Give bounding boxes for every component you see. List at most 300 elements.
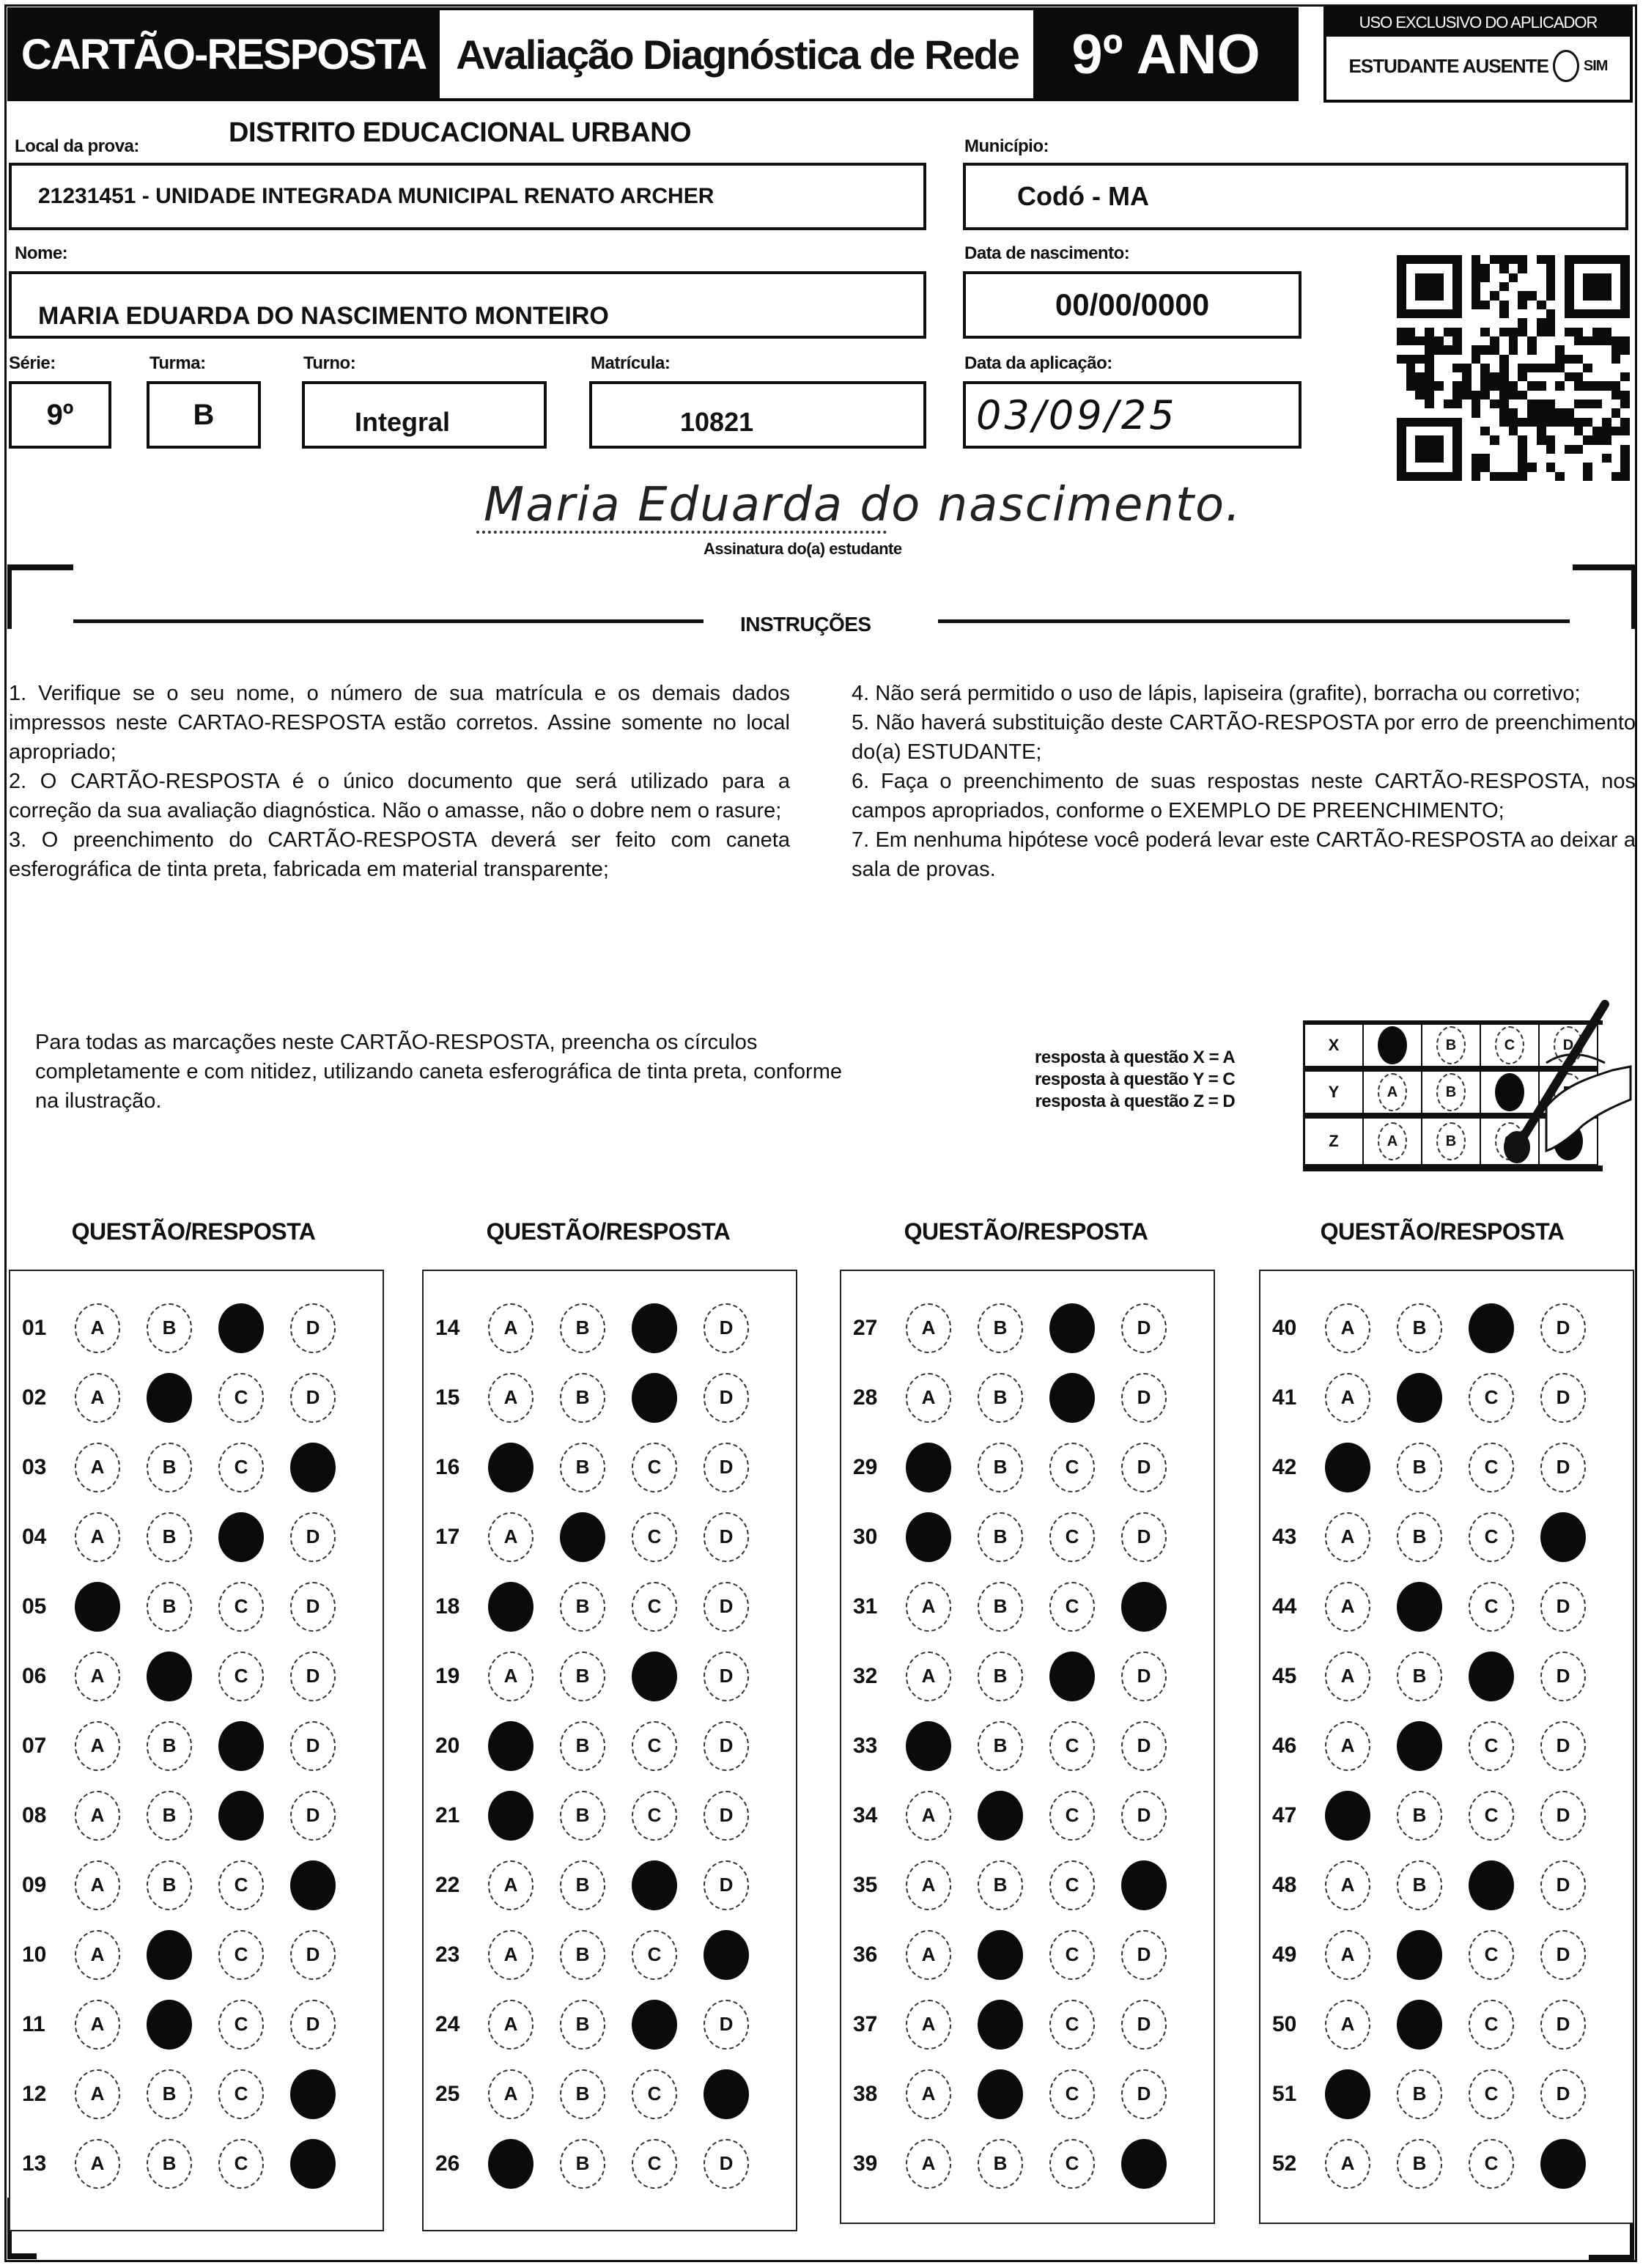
municipio-field[interactable] bbox=[963, 163, 1628, 230]
answer-bubble-d[interactable]: D bbox=[290, 1652, 336, 1701]
answer-bubble-d[interactable]: D bbox=[704, 1930, 749, 1980]
question-number: 51 bbox=[1272, 2081, 1297, 2106]
answer-row bbox=[424, 2129, 796, 2198]
answer-bubble-a[interactable]: A bbox=[75, 1582, 120, 1632]
answer-bubble-a[interactable]: A bbox=[906, 2139, 951, 2189]
answer-row bbox=[10, 2059, 383, 2129]
answer-column-3 bbox=[840, 1270, 1215, 2224]
answer-bubble-a[interactable]: A bbox=[1325, 1303, 1370, 1353]
answer-bubble-d[interactable]: D bbox=[1121, 1860, 1167, 1910]
answer-row bbox=[424, 1641, 796, 1711]
absent-option-label: SIM bbox=[1583, 57, 1608, 74]
aplicacao-field[interactable] bbox=[963, 381, 1302, 449]
answer-bubble-d[interactable]: D bbox=[1540, 1791, 1586, 1841]
question-number: 32 bbox=[853, 1663, 878, 1688]
answer-bubble-b[interactable]: B bbox=[978, 1930, 1023, 1980]
answer-bubble-a[interactable]: A bbox=[488, 1791, 533, 1841]
answer-bubble-d[interactable]: D bbox=[704, 1860, 749, 1910]
answer-bubble-b[interactable]: B bbox=[1397, 2069, 1442, 2119]
question-number: 36 bbox=[853, 1942, 878, 1967]
answer-bubble-a[interactable]: A bbox=[1325, 1652, 1370, 1701]
answer-bubble-c[interactable]: C bbox=[1469, 1373, 1514, 1423]
answer-row bbox=[1260, 1781, 1633, 1850]
answer-bubble-c[interactable]: C bbox=[632, 1652, 677, 1701]
answer-bubble-b[interactable]: B bbox=[147, 1582, 192, 1632]
answer-row bbox=[424, 1293, 796, 1363]
answer-bubble-c[interactable]: C bbox=[1049, 2069, 1095, 2119]
exam-title bbox=[437, 7, 1038, 101]
answer-bubble-a[interactable]: A bbox=[906, 1860, 951, 1910]
question-number: 30 bbox=[853, 1524, 878, 1549]
serie-value: 9º bbox=[46, 398, 74, 431]
answer-bubble-d[interactable]: D bbox=[290, 1443, 336, 1492]
answer-bubble-a[interactable]: A bbox=[906, 1582, 951, 1632]
answer-bubble-d[interactable]: D bbox=[704, 2069, 749, 2119]
answer-bubble-a[interactable]: A bbox=[906, 2069, 951, 2119]
question-number: 52 bbox=[1272, 2151, 1297, 2176]
answer-bubble-d[interactable]: D bbox=[1540, 1582, 1586, 1632]
answer-bubble-d[interactable]: D bbox=[704, 1443, 749, 1492]
answer-bubble-d[interactable]: D bbox=[704, 1652, 749, 1701]
answer-bubble-d[interactable]: D bbox=[1540, 1373, 1586, 1423]
answer-bubble-d[interactable]: D bbox=[1121, 1721, 1167, 1771]
answer-bubble-c[interactable]: C bbox=[1049, 1652, 1095, 1701]
answer-bubble-c[interactable]: C bbox=[1049, 1512, 1095, 1562]
answer-bubble-a[interactable]: A bbox=[1325, 2000, 1370, 2050]
answer-bubble-d[interactable]: D bbox=[1121, 2000, 1167, 2050]
question-number: 06 bbox=[22, 1663, 47, 1688]
answer-bubble-b[interactable]: B bbox=[147, 2000, 192, 2050]
answer-row bbox=[10, 1363, 383, 1432]
answer-bubble-c[interactable]: C bbox=[632, 1930, 677, 1980]
local-value: 21231451 - UNIDADE INTEGRADA MUNICIPAL RENATO ARCHER bbox=[38, 184, 715, 208]
answer-bubble-c[interactable]: C bbox=[1469, 1443, 1514, 1492]
answer-bubble-a[interactable]: A bbox=[488, 1373, 533, 1423]
answer-bubble-b[interactable]: B bbox=[1397, 1791, 1442, 1841]
answer-bubble-c[interactable]: C bbox=[632, 2000, 677, 2050]
answer-bubble-c[interactable]: C bbox=[1049, 1443, 1095, 1492]
answer-bubble-d[interactable]: D bbox=[1121, 1582, 1167, 1632]
answer-bubble-d[interactable]: D bbox=[1540, 1443, 1586, 1492]
answer-bubble-b[interactable]: B bbox=[1397, 1512, 1442, 1562]
answer-bubble-b[interactable]: B bbox=[147, 1860, 192, 1910]
answer-bubble-a[interactable]: A bbox=[488, 1930, 533, 1980]
answer-bubble-d[interactable]: D bbox=[1540, 2000, 1586, 2050]
answer-row bbox=[10, 1502, 383, 1572]
answer-bubble-b[interactable]: B bbox=[147, 2139, 192, 2189]
answer-row bbox=[10, 1850, 383, 1920]
example-cell bbox=[1364, 1025, 1422, 1072]
answer-bubble-c[interactable]: C bbox=[1469, 1791, 1514, 1841]
answer-bubble-a[interactable]: A bbox=[906, 2000, 951, 2050]
turma-label: Turma: bbox=[149, 353, 206, 373]
question-number: 23 bbox=[435, 1942, 460, 1967]
answer-bubble-b[interactable]: B bbox=[560, 1582, 605, 1632]
example-cell bbox=[1422, 1025, 1481, 1072]
answer-bubble-b[interactable]: B bbox=[147, 2069, 192, 2119]
question-number: 31 bbox=[853, 1594, 878, 1619]
answer-bubble-c[interactable]: C bbox=[632, 1303, 677, 1353]
answer-bubble-c[interactable]: C bbox=[1469, 1721, 1514, 1771]
answer-bubble-a[interactable]: A bbox=[906, 1512, 951, 1562]
answer-bubble-a[interactable]: A bbox=[1325, 1443, 1370, 1492]
answer-column-2 bbox=[422, 1270, 797, 2231]
example-legend bbox=[1035, 1047, 1235, 1113]
answer-bubble-d[interactable]: D bbox=[1121, 1443, 1167, 1492]
serie-field[interactable] bbox=[9, 381, 111, 449]
card-title bbox=[7, 7, 440, 101]
legend-x: resposta à questão X = A bbox=[1035, 1048, 1236, 1067]
answer-bubble-b[interactable]: B bbox=[978, 2000, 1023, 2050]
example-bubble-b: B bbox=[1436, 1073, 1466, 1111]
answer-bubble-c[interactable]: C bbox=[218, 1443, 264, 1492]
answer-bubble-a[interactable]: A bbox=[488, 1860, 533, 1910]
question-number: 34 bbox=[853, 1803, 878, 1827]
answer-bubble-a[interactable]: A bbox=[75, 2139, 120, 2189]
answer-bubble-c[interactable]: C bbox=[632, 1582, 677, 1632]
answer-row bbox=[841, 1711, 1214, 1781]
answer-bubble-d[interactable]: D bbox=[1121, 2069, 1167, 2119]
answer-bubble-c[interactable]: C bbox=[218, 1930, 264, 1980]
example-row-label: Z bbox=[1305, 1119, 1364, 1166]
turma-field[interactable] bbox=[147, 381, 261, 449]
answer-bubble-b[interactable]: B bbox=[560, 1721, 605, 1771]
answer-bubble-a[interactable]: A bbox=[1325, 1512, 1370, 1562]
nascimento-field[interactable] bbox=[963, 271, 1302, 339]
matricula-value: 10821 bbox=[680, 407, 754, 437]
answer-bubble-d[interactable]: D bbox=[1121, 1652, 1167, 1701]
question-number: 25 bbox=[435, 2081, 460, 2106]
answer-row bbox=[424, 1850, 796, 1920]
turno-value: Integral bbox=[355, 407, 451, 437]
answer-bubble-c[interactable]: C bbox=[218, 1721, 264, 1771]
answer-bubble-a[interactable]: A bbox=[75, 1860, 120, 1910]
answer-bubble-b[interactable]: B bbox=[147, 1303, 192, 1353]
answer-bubble-a[interactable]: A bbox=[75, 1721, 120, 1771]
answer-bubble-a[interactable]: A bbox=[488, 2000, 533, 2050]
answer-bubble-d[interactable]: D bbox=[290, 1512, 336, 1562]
answer-bubble-c[interactable]: C bbox=[218, 1860, 264, 1910]
answer-bubble-c[interactable]: C bbox=[1469, 1652, 1514, 1701]
answer-bubble-d[interactable]: D bbox=[290, 1303, 336, 1353]
answer-bubble-b[interactable]: B bbox=[1397, 1652, 1442, 1701]
answer-bubble-d[interactable]: D bbox=[1121, 2139, 1167, 2189]
example-bubble-b: B bbox=[1436, 1026, 1466, 1064]
answer-bubble-a[interactable]: A bbox=[906, 1373, 951, 1423]
answer-bubble-b[interactable]: B bbox=[978, 2139, 1023, 2189]
answer-bubble-a[interactable]: A bbox=[488, 2069, 533, 2119]
answer-bubble-b[interactable]: B bbox=[1397, 1930, 1442, 1980]
question-number: 28 bbox=[853, 1385, 878, 1410]
answer-row bbox=[841, 1363, 1214, 1432]
turma-value: B bbox=[193, 398, 215, 431]
answer-bubble-d[interactable]: D bbox=[290, 1582, 336, 1632]
question-number: 50 bbox=[1272, 2011, 1297, 2036]
answer-bubble-a[interactable]: A bbox=[1325, 1721, 1370, 1771]
answer-bubble-d[interactable]: D bbox=[704, 1303, 749, 1353]
answer-bubble-d[interactable]: D bbox=[1121, 1303, 1167, 1353]
answer-bubble-b[interactable]: B bbox=[1397, 1721, 1442, 1771]
answer-bubble-d[interactable]: D bbox=[290, 1791, 336, 1841]
answer-bubble-c[interactable]: C bbox=[218, 1512, 264, 1562]
answer-bubble-b[interactable]: B bbox=[1397, 1303, 1442, 1353]
answer-bubble-c[interactable]: C bbox=[218, 2139, 264, 2189]
pen-hand-icon bbox=[1495, 997, 1642, 1173]
answer-bubble-c[interactable]: C bbox=[1049, 1791, 1095, 1841]
answer-bubble-d[interactable]: D bbox=[1540, 1652, 1586, 1701]
answer-bubble-a[interactable]: A bbox=[75, 2000, 120, 2050]
answer-bubble-d[interactable]: D bbox=[1540, 2069, 1586, 2119]
answer-bubble-a[interactable]: A bbox=[906, 1930, 951, 1980]
answer-bubble-a[interactable]: A bbox=[906, 1443, 951, 1492]
answer-bubble-d[interactable]: D bbox=[1121, 1791, 1167, 1841]
answer-bubble-b[interactable]: B bbox=[978, 1303, 1023, 1353]
answer-bubble-a[interactable]: A bbox=[75, 1373, 120, 1423]
column-title-3: QUESTÃO/RESPOSTA bbox=[904, 1218, 1148, 1245]
example-cell bbox=[1364, 1072, 1422, 1119]
turno-label: Turno: bbox=[303, 353, 356, 373]
example-bubble-c: C bbox=[1495, 1026, 1524, 1064]
answer-bubble-d[interactable]: D bbox=[1540, 1930, 1586, 1980]
answer-bubble-c[interactable]: C bbox=[218, 2000, 264, 2050]
answer-bubble-c[interactable]: C bbox=[1049, 1303, 1095, 1353]
question-number: 10 bbox=[22, 1942, 47, 1967]
answer-bubble-a[interactable]: A bbox=[75, 1303, 120, 1353]
answer-row bbox=[424, 1572, 796, 1641]
answer-bubble-a[interactable]: A bbox=[906, 1721, 951, 1771]
card-title-text: CARTÃO-RESPOSTA bbox=[21, 30, 427, 78]
answer-bubble-b[interactable]: B bbox=[978, 1443, 1023, 1492]
answer-bubble-b[interactable]: B bbox=[978, 1791, 1023, 1841]
question-number: 40 bbox=[1272, 1315, 1297, 1340]
answer-bubble-b[interactable]: B bbox=[560, 1860, 605, 1910]
answer-bubble-b[interactable]: B bbox=[978, 1582, 1023, 1632]
answer-bubble-c[interactable]: C bbox=[1469, 2069, 1514, 2119]
answer-bubble-b[interactable]: B bbox=[560, 1443, 605, 1492]
answer-bubble-c[interactable]: C bbox=[632, 1791, 677, 1841]
answer-bubble-b[interactable]: B bbox=[147, 1721, 192, 1771]
answer-bubble-c[interactable]: C bbox=[218, 1582, 264, 1632]
answer-row bbox=[841, 1850, 1214, 1920]
answer-row bbox=[841, 1641, 1214, 1711]
answer-bubble-b[interactable]: B bbox=[978, 1373, 1023, 1423]
answer-bubble-c[interactable]: C bbox=[632, 2069, 677, 2119]
answer-bubble-b[interactable]: B bbox=[978, 2069, 1023, 2119]
answer-bubble-c[interactable]: C bbox=[1469, 1582, 1514, 1632]
answer-bubble-c[interactable]: C bbox=[1049, 1721, 1095, 1771]
answer-bubble-b[interactable]: B bbox=[147, 1443, 192, 1492]
applicator-title: USO EXCLUSIVO DO APLICADOR bbox=[1326, 9, 1630, 37]
answer-bubble-c[interactable]: C bbox=[1469, 1303, 1514, 1353]
question-number: 46 bbox=[1272, 1733, 1297, 1758]
answer-bubble-b[interactable]: B bbox=[1397, 1443, 1442, 1492]
answer-bubble-a[interactable]: A bbox=[1325, 1791, 1370, 1841]
turno-field[interactable] bbox=[302, 381, 547, 449]
answer-bubble-b[interactable]: B bbox=[147, 1791, 192, 1841]
answer-bubble-b[interactable]: B bbox=[147, 1373, 192, 1423]
answer-bubble-c[interactable]: C bbox=[1049, 2000, 1095, 2050]
answer-bubble-d[interactable]: D bbox=[290, 2139, 336, 2189]
answer-bubble-d[interactable]: D bbox=[1540, 2139, 1586, 2189]
question-number: 04 bbox=[22, 1524, 47, 1549]
answer-bubble-a[interactable]: A bbox=[488, 1721, 533, 1771]
answer-row bbox=[1260, 2129, 1633, 2198]
answer-bubble-b[interactable]: B bbox=[978, 1652, 1023, 1701]
answer-bubble-d[interactable]: D bbox=[290, 1860, 336, 1910]
answer-row bbox=[424, 1781, 796, 1850]
answer-bubble-b[interactable]: B bbox=[560, 2139, 605, 2189]
answer-bubble-b[interactable]: B bbox=[560, 1652, 605, 1701]
signature-label: Assinatura do(a) estudante bbox=[704, 540, 902, 558]
answer-bubble-a[interactable]: A bbox=[906, 1303, 951, 1353]
answer-bubble-b[interactable]: B bbox=[1397, 2000, 1442, 2050]
answer-row bbox=[1260, 1641, 1633, 1711]
answer-bubble-a[interactable]: A bbox=[488, 1443, 533, 1492]
answer-bubble-d[interactable]: D bbox=[290, 1930, 336, 1980]
local-field[interactable] bbox=[9, 163, 926, 230]
answer-bubble-b[interactable]: B bbox=[147, 1512, 192, 1562]
instruction-item: 7. Em nenhuma hipótese você poderá levar este CARTÃO-RESPOSTA ao deixar a sala de provas. bbox=[852, 828, 1636, 881]
answer-bubble-a[interactable]: A bbox=[75, 1791, 120, 1841]
question-number: 08 bbox=[22, 1803, 47, 1827]
answer-bubble-d[interactable]: D bbox=[1540, 1512, 1586, 1562]
answer-bubble-a[interactable]: A bbox=[906, 1791, 951, 1841]
nascimento-label: Data de nascimento: bbox=[964, 243, 1130, 263]
nome-field[interactable] bbox=[9, 271, 926, 339]
answer-bubble-c[interactable]: C bbox=[1049, 1373, 1095, 1423]
answer-bubble-a[interactable]: A bbox=[488, 1582, 533, 1632]
answer-bubble-d[interactable]: D bbox=[290, 2000, 336, 2050]
answer-bubble-b[interactable]: B bbox=[1397, 1860, 1442, 1910]
answer-bubble-c[interactable]: C bbox=[218, 1791, 264, 1841]
answer-bubble-a[interactable]: A bbox=[488, 1512, 533, 1562]
question-number: 48 bbox=[1272, 1872, 1297, 1897]
answer-bubble-b[interactable]: B bbox=[147, 1930, 192, 1980]
question-number: 35 bbox=[853, 1872, 878, 1897]
answer-bubble-d[interactable]: D bbox=[704, 1721, 749, 1771]
answer-bubble-d[interactable]: D bbox=[1540, 1303, 1586, 1353]
answer-row bbox=[1260, 1502, 1633, 1572]
answer-row bbox=[841, 1572, 1214, 1641]
answer-bubble-c[interactable]: C bbox=[218, 2069, 264, 2119]
answer-bubble-d[interactable]: D bbox=[290, 2069, 336, 2119]
answer-bubble-c[interactable]: C bbox=[1049, 1582, 1095, 1632]
answer-bubble-d[interactable]: D bbox=[290, 1721, 336, 1771]
answer-bubble-b[interactable]: B bbox=[1397, 1373, 1442, 1423]
answer-bubble-c[interactable]: C bbox=[1469, 1930, 1514, 1980]
instruction-item: 6. Faça o preenchimento de suas respostas neste CARTÃO-RESPOSTA, nos campos apropriados, conforme o EXEMPLO DE PREENCHIMENTO; bbox=[852, 770, 1636, 822]
answer-bubble-a[interactable]: A bbox=[1325, 2139, 1370, 2189]
answer-bubble-b[interactable]: B bbox=[560, 1512, 605, 1562]
answer-bubble-a[interactable]: A bbox=[488, 1303, 533, 1353]
answer-bubble-b[interactable]: B bbox=[1397, 1582, 1442, 1632]
matricula-field[interactable] bbox=[589, 381, 926, 449]
answer-bubble-c[interactable]: C bbox=[218, 1373, 264, 1423]
answer-row bbox=[1260, 1363, 1633, 1432]
answer-bubble-d[interactable]: D bbox=[1121, 1373, 1167, 1423]
corner-mark-top-left bbox=[7, 564, 73, 629]
answer-bubble-c[interactable]: C bbox=[632, 1860, 677, 1910]
answer-bubble-c[interactable]: C bbox=[1049, 2139, 1095, 2189]
answer-bubble-d[interactable]: D bbox=[290, 1373, 336, 1423]
answer-bubble-d[interactable]: D bbox=[704, 1512, 749, 1562]
answer-bubble-c[interactable]: C bbox=[1469, 2000, 1514, 2050]
answer-bubble-b[interactable]: B bbox=[978, 1721, 1023, 1771]
answer-bubble-b[interactable]: B bbox=[560, 1791, 605, 1841]
answer-bubble-a[interactable]: A bbox=[1325, 1373, 1370, 1423]
answer-bubble-c[interactable]: C bbox=[1049, 1930, 1095, 1980]
answer-bubble-c[interactable]: C bbox=[632, 1721, 677, 1771]
question-number: 14 bbox=[435, 1315, 460, 1340]
answer-row bbox=[1260, 1989, 1633, 2059]
question-number: 45 bbox=[1272, 1663, 1297, 1688]
answer-bubble-d[interactable]: D bbox=[1540, 1721, 1586, 1771]
answer-row bbox=[424, 1363, 796, 1432]
answer-bubble-b[interactable]: B bbox=[560, 2000, 605, 2050]
answer-bubble-c[interactable]: C bbox=[1469, 1512, 1514, 1562]
answer-bubble-a[interactable]: A bbox=[1325, 1930, 1370, 1980]
answer-bubble-a[interactable]: A bbox=[75, 1512, 120, 1562]
answer-bubble-c[interactable]: C bbox=[632, 1443, 677, 1492]
answer-bubble-b[interactable]: B bbox=[978, 1512, 1023, 1562]
answer-bubble-a[interactable]: A bbox=[75, 1443, 120, 1492]
instruction-item: 5. Não haverá substituição deste CARTÃO-RESPOSTA por erro de preenchimento do(a) ESTUDANTE; bbox=[852, 711, 1636, 764]
answer-bubble-d[interactable]: D bbox=[704, 1582, 749, 1632]
answer-bubble-b[interactable]: B bbox=[560, 1930, 605, 1980]
answer-bubble-d[interactable]: D bbox=[704, 2000, 749, 2050]
answer-bubble-a[interactable]: A bbox=[75, 1930, 120, 1980]
answer-bubble-d[interactable]: D bbox=[704, 1791, 749, 1841]
answer-bubble-a[interactable]: A bbox=[488, 2139, 533, 2189]
answer-bubble-c[interactable]: C bbox=[218, 1652, 264, 1701]
answer-bubble-a[interactable]: A bbox=[488, 1652, 533, 1701]
answer-row bbox=[1260, 2059, 1633, 2129]
answer-bubble-b[interactable]: B bbox=[978, 1860, 1023, 1910]
answer-bubble-d[interactable]: D bbox=[1121, 1512, 1167, 1562]
answer-bubble-a[interactable]: A bbox=[906, 1652, 951, 1701]
answer-bubble-b[interactable]: B bbox=[560, 1373, 605, 1423]
question-number: 18 bbox=[435, 1594, 460, 1619]
answer-bubble-a[interactable]: A bbox=[1325, 1860, 1370, 1910]
answer-bubble-b[interactable]: B bbox=[147, 1652, 192, 1701]
answer-bubble-c[interactable]: C bbox=[1049, 1860, 1095, 1910]
example-bubble-a bbox=[1378, 1026, 1407, 1064]
answer-bubble-d[interactable]: D bbox=[704, 1373, 749, 1423]
answer-bubble-b[interactable]: B bbox=[560, 1303, 605, 1353]
answer-bubble-d[interactable]: D bbox=[1540, 1860, 1586, 1910]
answer-bubble-a[interactable]: A bbox=[75, 1652, 120, 1701]
answer-bubble-b[interactable]: B bbox=[1397, 2139, 1442, 2189]
answer-row bbox=[841, 2059, 1214, 2129]
answer-bubble-a[interactable]: A bbox=[1325, 1582, 1370, 1632]
answer-bubble-b[interactable]: B bbox=[560, 2069, 605, 2119]
answer-bubble-d[interactable]: D bbox=[704, 2139, 749, 2189]
answer-bubble-d[interactable]: D bbox=[1121, 1930, 1167, 1980]
instruction-item: 1. Verifique se o seu nome, o número de sua matrícula e os demais dados impressos neste CARTAO-RESPOSTA estão corretos. Assine somente no local apropriado; bbox=[9, 682, 790, 764]
answer-bubble-c[interactable]: C bbox=[218, 1303, 264, 1353]
absent-radio[interactable] bbox=[1553, 50, 1579, 82]
answer-bubble-c[interactable]: C bbox=[1469, 2139, 1514, 2189]
answer-bubble-c[interactable]: C bbox=[632, 1373, 677, 1423]
answer-bubble-c[interactable]: C bbox=[632, 2139, 677, 2189]
answer-bubble-a[interactable]: A bbox=[75, 2069, 120, 2119]
question-number: 33 bbox=[853, 1733, 878, 1758]
grade-badge-text: 9º ANO bbox=[1071, 23, 1260, 86]
answer-bubble-a[interactable]: A bbox=[1325, 2069, 1370, 2119]
answer-bubble-c[interactable]: C bbox=[632, 1512, 677, 1562]
question-number: 26 bbox=[435, 2151, 460, 2176]
answer-bubble-c[interactable]: C bbox=[1469, 1860, 1514, 1910]
